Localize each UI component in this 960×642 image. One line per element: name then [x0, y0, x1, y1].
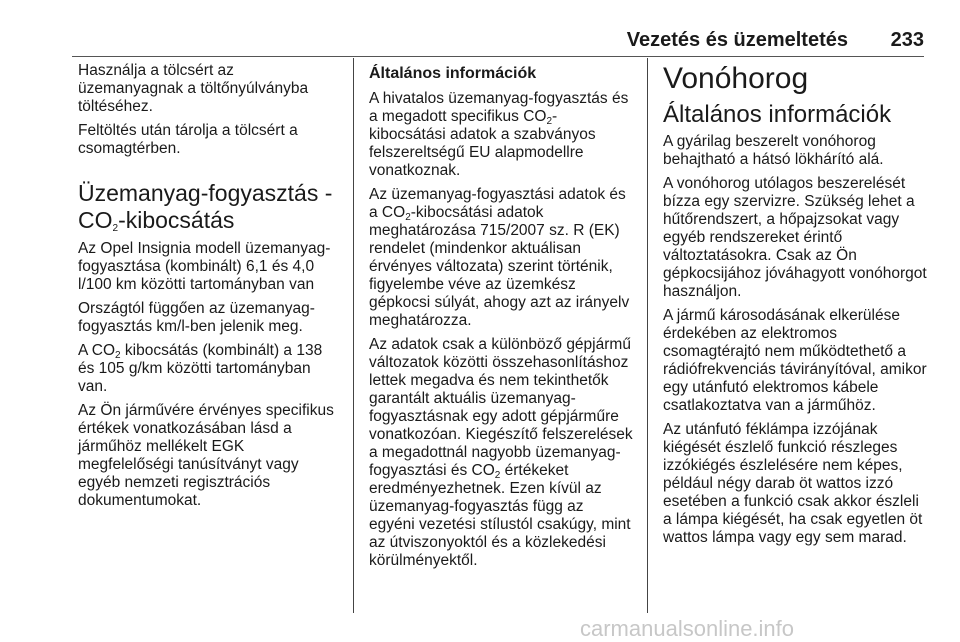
paragraph: Az utánfutó féklámpa izzójának kiégését észlelő funkció részleges izzókiégés észlelésére nem képes, például négy darab öt wattos izzó esetében a funkció csak akkor észleli a lámpa kiégését, ha csak egyetlen öt wattos lámpa vagy egy sem marad. — [663, 421, 923, 546]
paragraph: Országtól függően az üzemanyag-fogyasztás km/l-ben jelenik meg. — [78, 300, 315, 335]
column-middle — [369, 62, 633, 576]
section-heading: Üzemanyag-fogyasztás - $CO_2$-kibocsátás — [78, 180, 333, 234]
paragraph: Az adatok csak a különböző gépjármű változatok közötti összehasonlításhoz lettek megadva és nem tekinthetők garantált aktuális üzemanyag-fogyasztásnak egy adott gépjárműre vonatkozóan. Kiegészítő felszerelések a megadottnál nagyobb üzemanyag-fogyasztási és $CO_2$ értékeket eredményezhetnek. Ezen kívül az üzemanyag-fogyasztás függ az egyéni vezetési stílustól csakúgy, mint az útviszonyoktól és a közlekedési körülményektől. — [369, 336, 633, 569]
section-heading: Általános információk — [663, 101, 892, 128]
subsection-heading: Általános információk — [369, 65, 537, 82]
paragraph: A gyárilag beszerelt vonóhorog behajtható a hátsó lökhárító alá. — [663, 133, 884, 168]
chapter-title: Vonóhorog — [663, 62, 809, 95]
paragraph: A $CO_2$ kibocsátás (kombinált) a 138 és 105 g/km közötti tartományban van. — [78, 342, 323, 395]
column-left — [78, 62, 342, 516]
header-rule — [72, 56, 924, 57]
paragraph: Az Ön járművére érvényes specifikus értékek vonatkozásában lásd a járműhöz mellékelt EGK megfelelőségi tanúsítványt vagy egyéb nemzeti regisztrációs dokumentumokat. — [78, 402, 334, 509]
paragraph: Az üzemanyag-fogyasztási adatok és a $CO_2$-kibocsátási adatok meghatározása 715/2007 sz. R (EK) rendelet (mindenkor aktuálisan érvényes változata) szerint történik, figyelembe véve az üzemkész gépkocsi súlyát, ahogy azt az irányelv meghatározza. — [369, 186, 630, 329]
page-header — [0, 0, 960, 58]
paragraph: Feltöltés után tárolja a tölcsért a csomagtérben. — [78, 122, 298, 157]
paragraph: A jármű károsodásának elkerülése érdekében az elektromos csomagtérajtó nem működtethető a rádiófrekvenciás távirányítóval, amikor egy utánfutó elektromos kábele csatlakoztatva van a járműhöz. — [663, 307, 927, 414]
paragraph: A vonóhorog utólagos beszerelését bízza egy szervizre. Szükség lehet a hűtőrendszert, a hőpajzsokat vagy egyéb rendszereket érintő változtatásokra. Csak az Ön gépkocsijához jóváhagyott vonóhorgot használjon. — [663, 175, 927, 300]
column-divider — [647, 58, 648, 613]
section-title: Vezetés és üzemeltetés — [626, 29, 848, 51]
watermark: carmanualsonline.info — [580, 616, 795, 641]
column-divider — [353, 58, 354, 613]
page-number: 233 — [890, 29, 924, 51]
paragraph: Az Opel Insignia modell üzemanyag-fogyasztása (kombinált) 6,1 és 4,0 l/100 km közötti tartományban van — [78, 240, 331, 293]
column-right — [663, 62, 927, 553]
paragraph: Használja a tölcsért az üzemanyagnak a töltőnyúlványba töltéséhez. — [78, 62, 309, 115]
paragraph: A hivatalos üzemanyag-fogyasztás és a megadott specifikus $CO_2$-kibocsátási adatok a szabványos felszereltségű EU alapmodellre vonatkoznak. — [369, 90, 629, 179]
